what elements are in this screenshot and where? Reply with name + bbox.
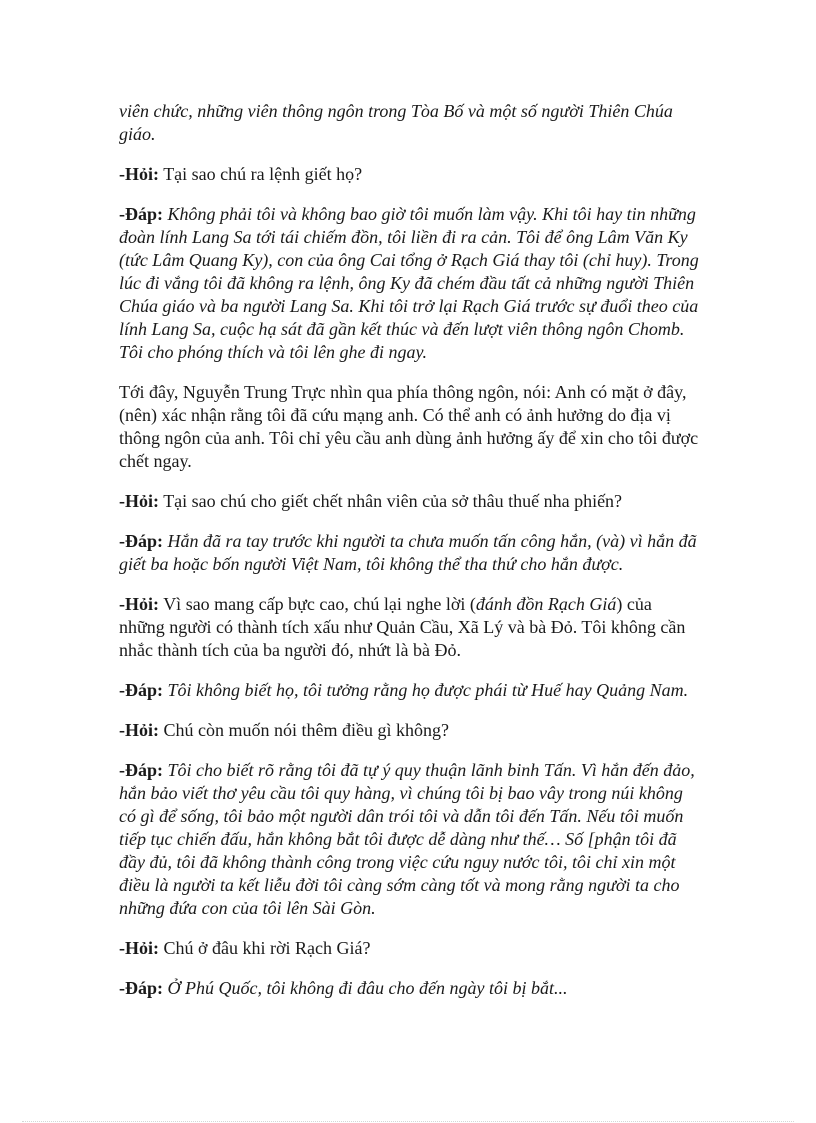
answer-paragraph — [119, 203, 699, 364]
document-page — [119, 100, 699, 1017]
question-label: -Hỏi: — [119, 938, 159, 958]
page-bottom-divider — [22, 1121, 794, 1122]
question-paragraph — [119, 593, 699, 662]
paragraph-text: viên chức, những viên thông ngôn trong Tòa Bố và một số người Thiên Chúa giáo. — [119, 101, 673, 144]
answer-label: -Đáp: — [119, 760, 163, 780]
question-text: Chú ở đâu khi rời Rạch Giá? — [163, 938, 371, 958]
question-text-part-b: ) của những người có thành tích xấu như Quản Cầu, Xã Lý và bà Đỏ. Tôi không cần nhắc thành tích của ba người đó, nhứt là bà Đỏ. — [119, 594, 686, 660]
answer-paragraph — [119, 679, 699, 702]
answer-text: Không phải tôi và không bao giờ tôi muốn làm vậy. Khi tôi hay tin những đoàn lính Lang Sa tới tái chiếm đồn, tôi liền đi ra cản. Tôi để ông Lâm Văn Ky (tức Lâm Quang Ky), con của ông Cai tổng ở Rạch Giá thay tôi (chỉ huy). Trong lúc đi vắng tôi đã không ra lệnh, ông Ky đã chém đầu tất cả những người Thiên Chúa giáo và ba người Lang Sa. Khi tôi trở lại Rạch Giá trước sự đuổi theo của lính Lang Sa, cuộc hạ sát đã gần kết thúc và đến lượt viên thông ngôn Chomb. Tôi cho phóng thích và tôi lên ghe đi ngay. — [119, 204, 699, 362]
question-paragraph — [119, 490, 699, 513]
answer-text: Hắn đã ra tay trước khi người ta chưa muốn tấn công hắn, (và) vì hắn đã giết ba hoặc bốn người Việt Nam, tôi không thể tha thứ cho hắn được. — [119, 531, 697, 574]
question-paragraph — [119, 937, 699, 960]
question-label: -Hỏi: — [119, 164, 159, 184]
answer-label: -Đáp: — [119, 680, 163, 700]
question-label: -Hỏi: — [119, 594, 159, 614]
question-text: Tại sao chú ra lệnh giết họ? — [163, 164, 363, 184]
answer-text: Ở Phú Quốc, tôi không đi đâu cho đến ngày tôi bị bắt... — [167, 978, 568, 998]
narrative-text: Tới đây, Nguyễn Trung Trực nhìn qua phía thông ngôn, nói: Anh có mặt ở đây, (nên) xác nhận rằng tôi đã cứu mạng anh. Có thể anh có ảnh hưởng do địa vị thông ngôn của anh. Tôi chỉ yêu cầu anh dùng ảnh hưởng ấy để xin cho tôi được chết ngay. — [119, 382, 699, 471]
answer-label: -Đáp: — [119, 531, 163, 551]
question-paragraph — [119, 163, 699, 186]
narrative-paragraph — [119, 381, 699, 473]
answer-text: Tôi cho biết rõ rằng tôi đã tự ý quy thuận lãnh binh Tấn. Vì hắn đến đảo, hắn bảo viết thơ yêu cầu tôi quy hàng, vì chúng tôi bị bao vây trong núi không có gì để sống, tôi bảo một người dân trói tôi và dẫn tôi đến Tấn. Nếu tôi muốn tiếp tục chiến đấu, hắn không bắt tôi được dễ dàng như thế… Số [phận tôi đã đầy đủ, tôi đã không thành công trong việc cứu nguy nước tôi, tôi chỉ xin một điều là người ta kết liễu đời tôi càng sớm càng tốt và mong rằng người ta cho những đứa con của tôi lên Sài Gòn. — [119, 760, 695, 918]
question-text: Tại sao chú cho giết chết nhân viên của sở thâu thuế nha phiến? — [163, 491, 623, 511]
question-paragraph — [119, 719, 699, 742]
answer-text: Tôi không biết họ, tôi tưởng rằng họ được phái từ Huế hay Quảng Nam. — [167, 680, 689, 700]
paragraph-continuation — [119, 100, 699, 146]
question-text: Chú còn muốn nói thêm điều gì không? — [163, 720, 449, 740]
question-text-part-a: Vì sao mang cấp bực cao, chú lại nghe lời ( — [163, 594, 476, 614]
answer-paragraph — [119, 759, 699, 920]
answer-label: -Đáp: — [119, 204, 163, 224]
question-label: -Hỏi: — [119, 491, 159, 511]
answer-label: -Đáp: — [119, 978, 163, 998]
question-label: -Hỏi: — [119, 720, 159, 740]
answer-paragraph — [119, 530, 699, 576]
question-text-italic: đánh đồn Rạch Giá — [475, 594, 617, 614]
answer-paragraph — [119, 977, 699, 1000]
